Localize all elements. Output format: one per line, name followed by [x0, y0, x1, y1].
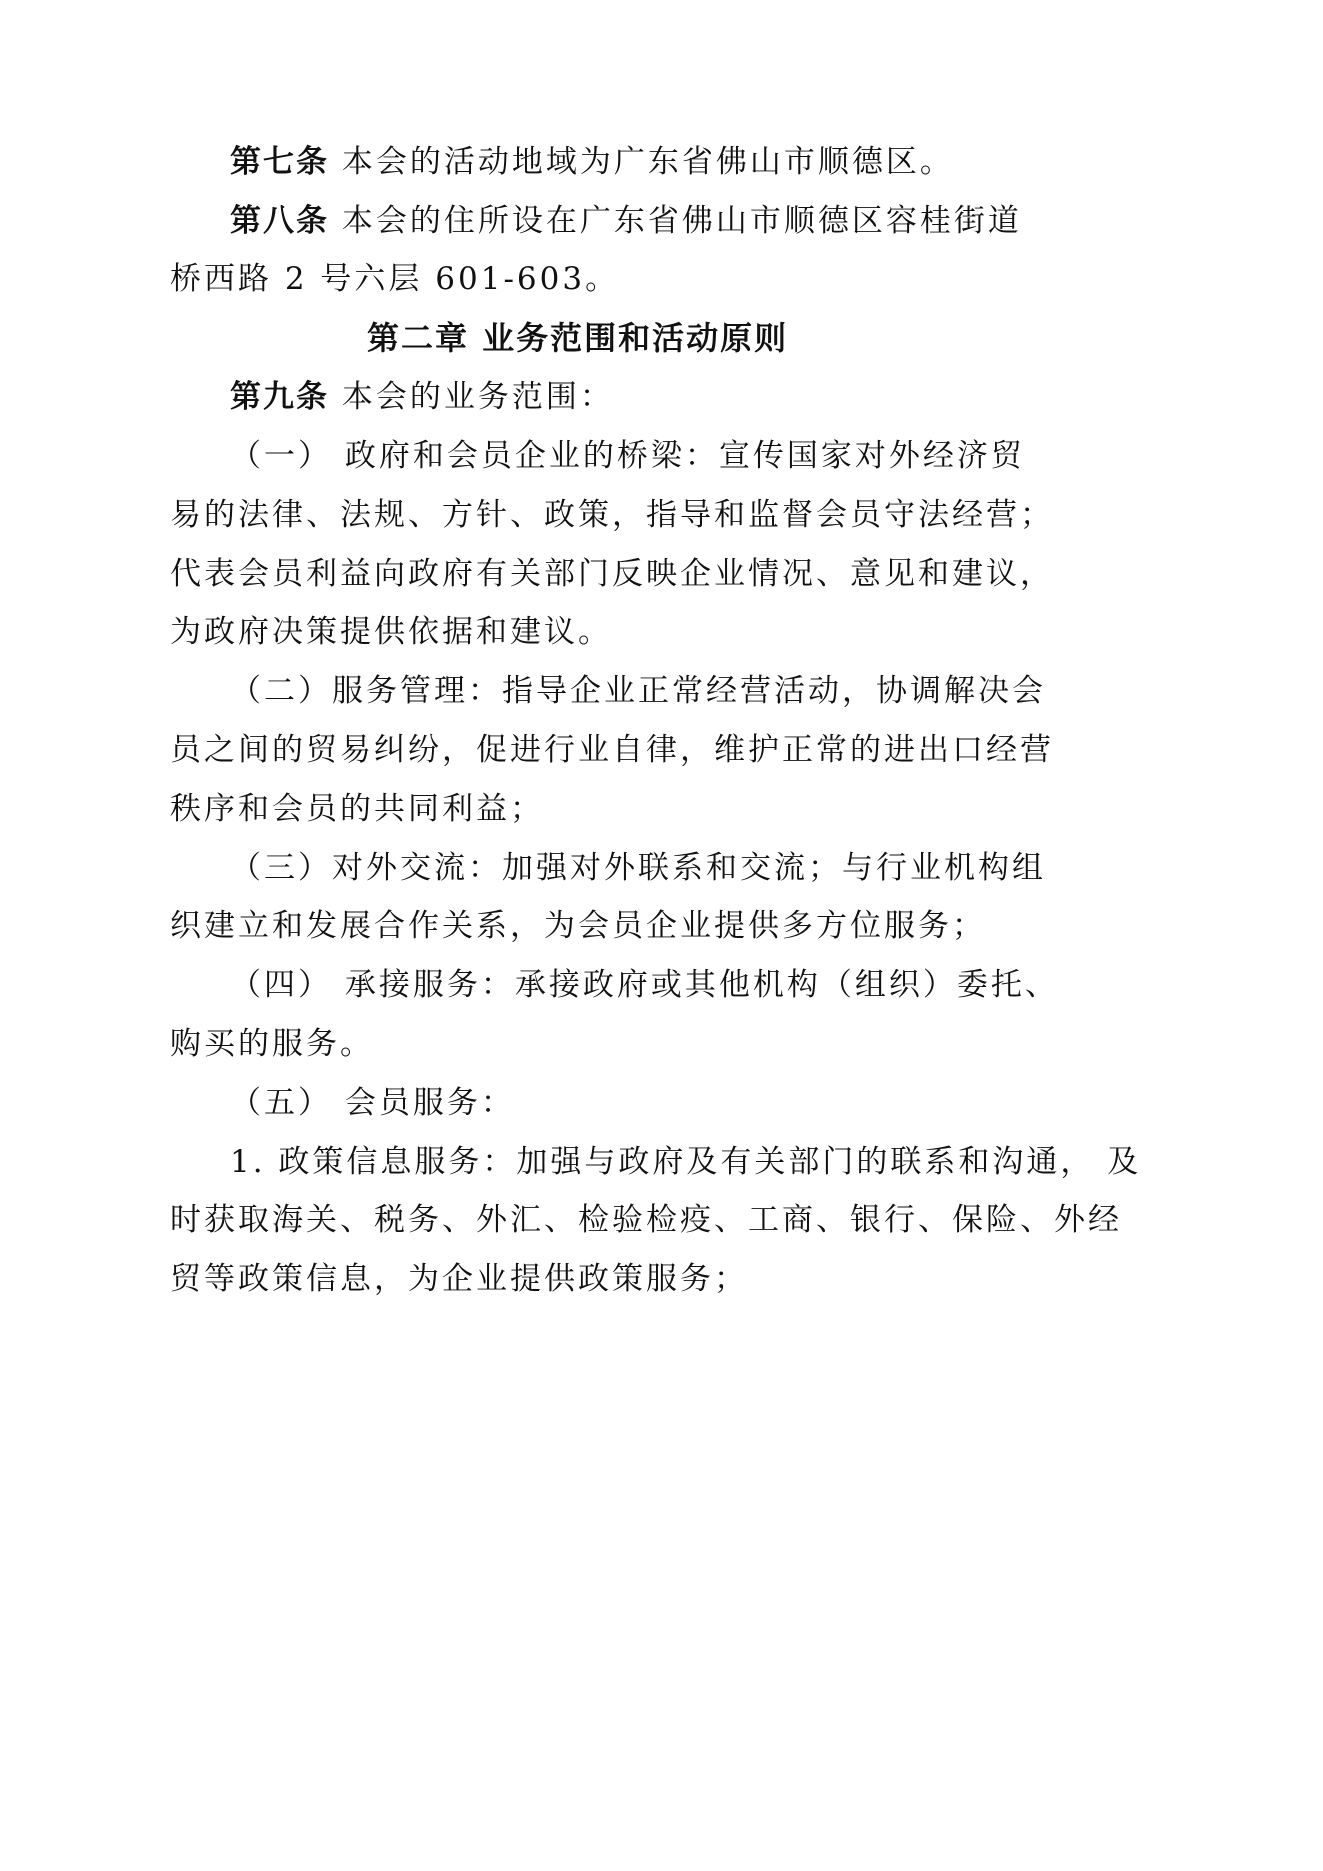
item-3-line1: （三）对外交流：加强对外联系和交流；与行业机构组 [230, 850, 1046, 886]
sub-1-line2: 时获取海关、税务、外汇、检验检疫、工商、银行、保险、外经 [170, 1202, 1122, 1238]
sub-1-line1: 1. 政策信息服务：加强与政府及有关部门的联系和沟通， 及 [230, 1144, 1142, 1180]
item-5-line1: （五） 会员服务： [230, 1085, 515, 1121]
article-9-text: 本会的业务范围： [341, 379, 614, 415]
item-4-line2: 购买的服务。 [170, 1026, 374, 1062]
article-9-paragraph [230, 377, 614, 417]
item-2-line1: （二）服务管理：指导企业正常经营活动，协调解决会 [230, 673, 1046, 709]
item-1-line4: 为政府决策提供依据和建议。 [170, 614, 612, 650]
article-8-label: 第八条 [230, 203, 329, 239]
item-2-line2: 员之间的贸易纠纷，促进行业自律，维护正常的进出口经营 [170, 732, 1054, 768]
chapter-2-title: 第二章 业务范围和活动原则 [367, 319, 789, 357]
item-2-line3: 秩序和会员的共同利益； [170, 791, 544, 827]
article-8-text-line1: 本会的住所设在广东省佛山市顺德区容桂街道 [341, 203, 1022, 239]
article-9-label: 第九条 [230, 379, 329, 415]
item-1-line3: 代表会员利益向政府有关部门反映企业情况、意见和建议， [170, 556, 1054, 592]
item-3-line2: 织建立和发展合作关系，为会员企业提供多方位服务； [170, 908, 986, 944]
article-7-text: 本会的活动地域为广东省佛山市顺德区。 [341, 144, 954, 180]
article-7-paragraph [230, 142, 954, 182]
item-1-line2: 易的法律、法规、方针、政策，指导和监督会员守法经营； [170, 497, 1054, 533]
item-1-line1: （一） 政府和会员企业的桥梁：宣传国家对外经济贸 [230, 438, 1025, 474]
article-8-text-line2: 桥西路 2 号六层 601-603。 [170, 261, 620, 297]
article-7-label: 第七条 [230, 144, 329, 180]
article-8-paragraph [230, 201, 1022, 241]
sub-1-line3: 贸等政策信息，为企业提供政策服务； [170, 1261, 748, 1297]
item-4-line1: （四） 承接服务：承接政府或其他机构（组织）委托、 [230, 967, 1059, 1003]
